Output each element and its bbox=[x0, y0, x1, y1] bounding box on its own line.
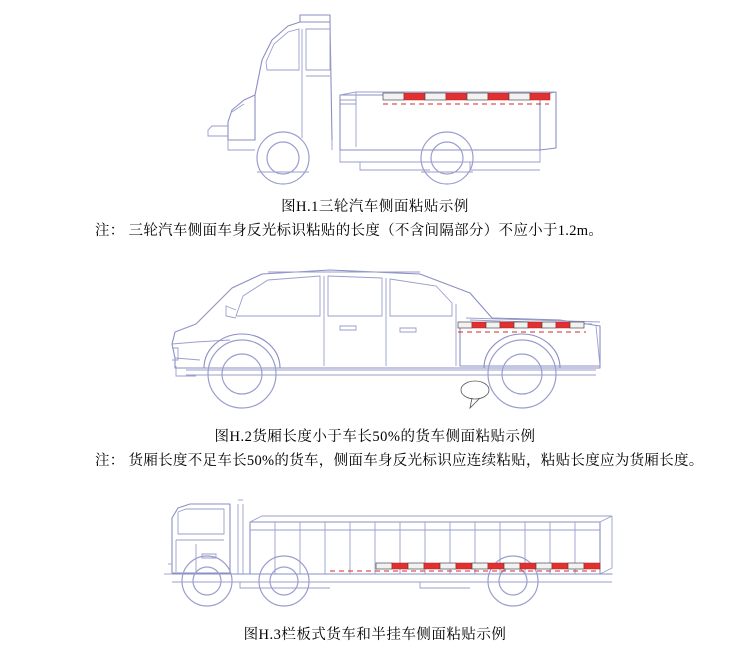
figure-h3-illustration bbox=[0, 478, 750, 618]
figure-h2-caption: 图H.2货厢长度小于车长50%的货车侧面粘贴示例 bbox=[214, 429, 536, 445]
figure-h1-note: 注： 三轮汽车侧面车身反光标识粘贴的长度（不含间隔部分）不应小于1.2m。 bbox=[95, 223, 604, 239]
callout-marker bbox=[461, 381, 489, 408]
reflective-stripe-figure-h3 bbox=[376, 563, 600, 569]
pickup-truck-drawing bbox=[0, 248, 750, 423]
figure-h1-caption: 图H.1三轮汽车侧面粘贴示例 bbox=[281, 199, 469, 215]
three-wheeled-truck-drawing bbox=[0, 0, 750, 195]
figure-h2-illustration bbox=[0, 248, 750, 423]
reflective-stripe-figure-h1 bbox=[383, 93, 550, 100]
reflective-stripe-figure-h2 bbox=[458, 322, 584, 328]
flatbed-stake-truck-drawing bbox=[0, 478, 750, 618]
figure-h2-note: 注： 货厢长度不足车长50%的货车，侧面车身反光标识应连续粘贴，粘贴长度应为货厢长度。 bbox=[95, 453, 704, 469]
figure-h3-caption: 图H.3栏板式货车和半挂车侧面粘贴示例 bbox=[243, 627, 507, 643]
figure-h1-illustration bbox=[0, 0, 750, 195]
